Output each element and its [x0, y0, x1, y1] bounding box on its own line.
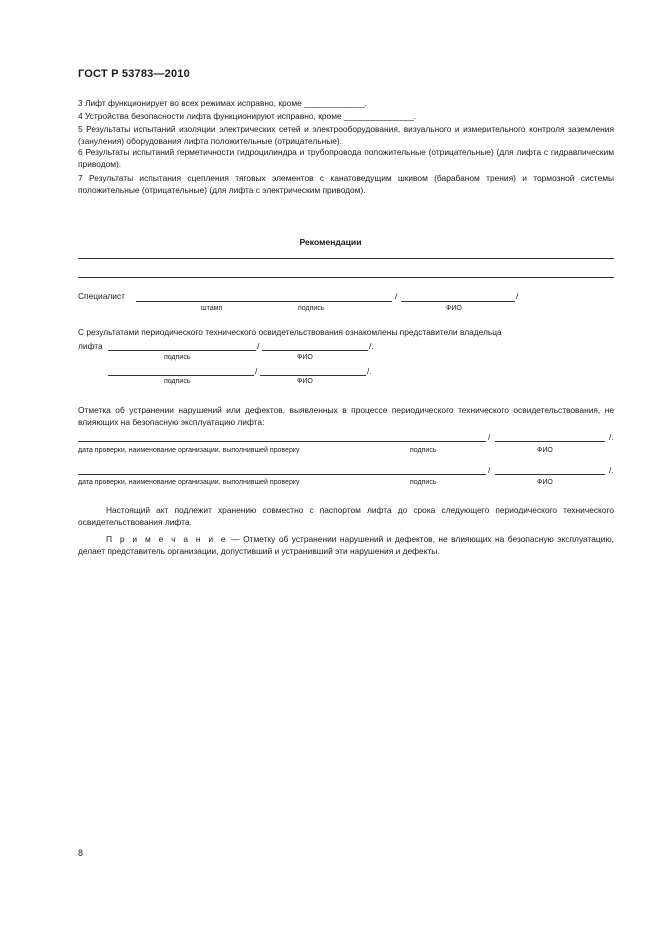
recommendations-line-2[interactable] [78, 277, 614, 278]
owner-2-name-line[interactable] [260, 375, 366, 376]
owner-2-slash: / [255, 366, 258, 376]
owner-1-caption-signature: подпись [164, 354, 191, 361]
specialist-caption-stamp: штамп [201, 305, 223, 312]
owner-1-end: /. [369, 341, 374, 351]
specialist-signature-line[interactable] [136, 301, 392, 302]
document-header: ГОСТ Р 53783—2010 [78, 68, 190, 80]
page-number: 8 [78, 848, 84, 858]
note-text: — Отметку об устранении нарушений и дефектов, не влияющих на безопасную эксплуатацию, делает представитель организации, допустивший и устранивший эти нарушения и дефекты. [78, 534, 614, 556]
owner-2-caption-signature: подпись [164, 378, 191, 385]
item-5: 5 Результаты испытаний изоляции электрических сетей и электрооборудования, визуального и измерительного контроля заземления (зануления) оборудования лифта положительные (отрицательные). [78, 124, 614, 146]
storage-note: Настоящий акт подлежит хранению совместно с паспортом лифта до срока следующего периодического технического освидетельствования лифта. [78, 505, 614, 527]
owner-1-name-line[interactable] [262, 350, 368, 351]
elimination-1-org-line[interactable] [78, 441, 486, 442]
elimination-1-end: /. [609, 432, 614, 442]
elimination-1-caption-org: дата проверки, наименование организации, выполнившей проверку [78, 447, 300, 454]
elimination-text: Отметка об устранении нарушений или дефектов, выявленных в процессе периодического технического освидетельствования, не влияющих на безопасную эксплуатацию лифта: [78, 405, 614, 427]
owner-1-caption-name: ФИО [297, 354, 313, 361]
elimination-1-caption-name: ФИО [537, 447, 553, 454]
specialist-caption-signature: подпись [298, 305, 325, 312]
elimination-2-slash: / [488, 465, 491, 475]
note-label: П р и м е ч а н и е [106, 534, 228, 544]
elimination-1-slash: / [488, 432, 491, 442]
elimination-2-caption-signature: подпись [410, 479, 437, 486]
owner-1-slash: / [257, 341, 260, 351]
specialist-label: Специалист [78, 291, 125, 301]
recommendations-line-1[interactable] [78, 258, 614, 259]
owner-text-line1: С результатами периодического технического освидетельствования ознакомлены представители владельца [78, 327, 502, 337]
owner-2-signature-line[interactable] [108, 375, 254, 376]
note-paragraph [78, 533, 614, 557]
specialist-slash: / [395, 291, 398, 301]
owner-1-signature-line[interactable] [108, 350, 256, 351]
elimination-2-caption-name: ФИО [537, 479, 553, 486]
specialist-slash-end: / [516, 291, 519, 301]
owner-2-end: /. [367, 366, 372, 376]
elimination-2-caption-org: дата проверки, наименование организации, выполнившей проверку [78, 479, 300, 486]
specialist-name-line[interactable] [401, 301, 515, 302]
item-7: 7 Результаты испытания сцепления тяговых элементов с канатоведущим шкивом (барабаном трения) и тормозной системы положительные (отрицательные) (для лифта с электрическим приводом). [78, 173, 614, 195]
item-3: 3 Лифт функционирует во всех режимах исправно, кроме _____________. [78, 98, 367, 108]
owner-2-caption-name: ФИО [297, 378, 313, 385]
recommendations-heading: Рекомендации [299, 237, 362, 247]
item-6: 6 Результаты испытаний герметичности гидроцилиндра и трубопровода положительные (отрицательные) (для лифта с гидравлическим приводом). [78, 147, 614, 169]
elimination-2-end: /. [609, 465, 614, 475]
elimination-2-org-line[interactable] [78, 474, 486, 475]
owner-text-line2: лифта [78, 341, 103, 351]
specialist-caption-name: ФИО [446, 305, 462, 312]
elimination-1-name-line[interactable] [495, 441, 605, 442]
elimination-1-caption-signature: подпись [410, 447, 437, 454]
elimination-2-name-line[interactable] [495, 474, 605, 475]
item-4: 4 Устройства безопасности лифта функционируют исправно, кроме _______________. [78, 111, 417, 121]
